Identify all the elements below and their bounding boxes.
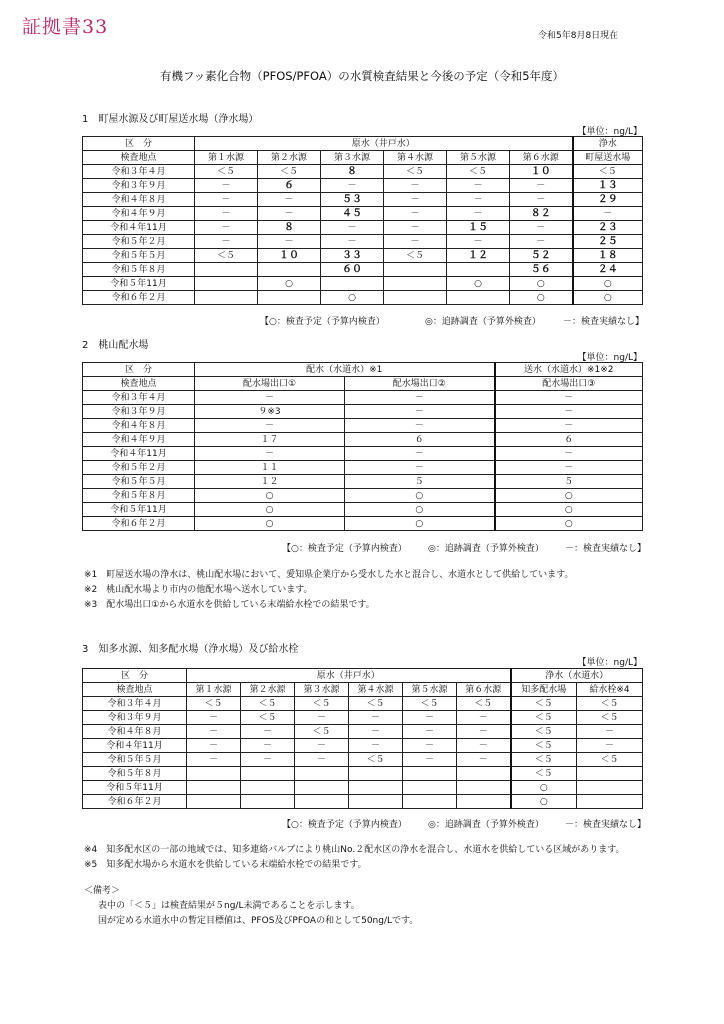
column-header: 給水栓※4 (577, 683, 643, 697)
table-row (83, 249, 643, 263)
footnote: ※3 配水場出口①から水道水を供給している末端給水栓での結果です。 (84, 600, 375, 610)
table-cell: ＜５ (447, 165, 510, 179)
table-row (83, 193, 643, 207)
table-cell: ６ (345, 433, 495, 447)
table-cell (457, 781, 511, 795)
table-cell (187, 781, 241, 795)
table-cell: － (195, 221, 258, 235)
section3-unit: 【単位：ng/L】 (577, 658, 642, 668)
section3-notes (84, 843, 625, 873)
table-cell: － (403, 739, 457, 753)
row-label: 令和４年９月 (83, 433, 195, 447)
table-cell: － (573, 207, 643, 221)
row-label: 令和５年２月 (83, 235, 195, 249)
table-cell: － (295, 753, 349, 767)
table-cell: － (510, 221, 573, 235)
table-cell: ＜５ (241, 697, 295, 711)
table-cell: － (495, 447, 643, 461)
table-cell: － (321, 221, 384, 235)
table-cell: １３ (573, 179, 643, 193)
column-header: 第４水源 (384, 151, 447, 165)
row-label: 令和４年８月 (83, 193, 195, 207)
table-cell (241, 795, 295, 809)
column-header: 配水場出口② (345, 377, 495, 391)
column-header: 第６水源 (510, 151, 573, 165)
table-cell: ５６ (510, 263, 573, 277)
table-cell: ○ (345, 517, 495, 531)
row-label: 令和５年８月 (83, 767, 187, 781)
column-header: 第１水源 (195, 151, 258, 165)
table-cell: － (510, 193, 573, 207)
table-row (83, 263, 643, 277)
table-row (83, 517, 643, 531)
row-label: 令和４年９月 (83, 207, 195, 221)
row-label: 令和３年９月 (83, 405, 195, 419)
row-label: 令和３年９月 (83, 179, 195, 193)
table-cell: － (195, 391, 345, 405)
table-row (83, 795, 643, 809)
legend-dash: －：検査実績なし】 (565, 544, 647, 554)
table-cell: － (258, 235, 321, 249)
table-row (83, 711, 643, 725)
table-row (83, 739, 643, 753)
table-cell: － (384, 179, 447, 193)
table-cell (187, 795, 241, 809)
table-row (83, 697, 643, 711)
column-header: 第２水源 (258, 151, 321, 165)
table-cell: － (195, 447, 345, 461)
table-cell: ○ (195, 503, 345, 517)
table-cell: １２ (195, 475, 345, 489)
table-cell: ＜５ (295, 725, 349, 739)
table-cell: － (295, 739, 349, 753)
table-cell: ＜５ (258, 165, 321, 179)
table-cell (457, 767, 511, 781)
table-cell: ＜５ (577, 711, 643, 725)
row-label: 令和４年８月 (83, 419, 195, 433)
table-cell: － (384, 235, 447, 249)
remarks-heading: ＜備考＞ (84, 886, 121, 896)
table-cell: ＜５ (349, 753, 403, 767)
table-cell: ＜５ (384, 165, 447, 179)
remarks (84, 884, 418, 929)
header-kubun: 区 分 (83, 669, 187, 683)
table-cell: ＜５ (511, 767, 577, 781)
table-cell: ９※3 (195, 405, 345, 419)
table-cell: ○ (510, 277, 573, 291)
table-cell: － (321, 179, 384, 193)
row-label: 令和４年８月 (83, 725, 187, 739)
table-cell: ２３ (573, 221, 643, 235)
table-cell (384, 263, 447, 277)
column-header: 第４水源 (349, 683, 403, 697)
table-row (83, 391, 643, 405)
table-cell: ○ (495, 517, 643, 531)
legend-double-circle: ◎：追跡調査（予算外検査） (428, 544, 544, 554)
table-cell: ＜５ (241, 711, 295, 725)
table-cell (403, 781, 457, 795)
table-cell (577, 781, 643, 795)
table-cell (258, 263, 321, 277)
section3-heading: 3 知多水源、知多配水場（浄水場）及び給水栓 (82, 644, 299, 655)
table-cell: － (495, 461, 643, 475)
table-cell (195, 291, 258, 305)
table-cell: － (577, 725, 643, 739)
table-cell: １２ (447, 249, 510, 263)
row-label: 令和５年11月 (83, 277, 195, 291)
table-cell: － (403, 725, 457, 739)
table-cell: ○ (573, 291, 643, 305)
table-cell: ＜５ (511, 725, 577, 739)
table-cell (349, 767, 403, 781)
table-cell: ８ (258, 221, 321, 235)
table-cell: １８ (573, 249, 643, 263)
section3-table (82, 668, 643, 809)
table-cell: ６ (495, 433, 643, 447)
row-label: 令和５年11月 (83, 503, 195, 517)
table-cell: － (384, 193, 447, 207)
table-cell: ○ (495, 489, 643, 503)
table-cell (447, 263, 510, 277)
table-cell: ＜５ (384, 249, 447, 263)
report-date: 令和5年8月8日現在 (538, 31, 619, 41)
table-cell: ５ (345, 475, 495, 489)
table-cell: － (384, 221, 447, 235)
table-cell: － (195, 179, 258, 193)
section2-table (82, 362, 643, 531)
section1-unit: 【単位：ng/L】 (577, 127, 642, 137)
row-label: 令和４年11月 (83, 221, 195, 235)
header-raw-water: 原水（井戸水） (195, 137, 573, 151)
table-cell: － (345, 405, 495, 419)
column-header: 知多配水場 (511, 683, 577, 697)
table-cell: － (457, 711, 511, 725)
table-cell: １５ (447, 221, 510, 235)
table-cell: ５３ (321, 193, 384, 207)
column-header: 配水場出口③ (495, 377, 643, 391)
table-row (83, 489, 643, 503)
table-cell: ○ (495, 503, 643, 517)
row-label: 令和６年２月 (83, 517, 195, 531)
table-cell: － (349, 725, 403, 739)
table-cell: － (321, 235, 384, 249)
table-cell: － (345, 447, 495, 461)
column-header: 第５水源 (403, 683, 457, 697)
table-row (83, 405, 643, 419)
legend-double-circle: ◎：追跡調査（予算外検査） (428, 820, 544, 830)
table-cell: ５ (495, 475, 643, 489)
table-cell (295, 767, 349, 781)
table-cell (577, 795, 643, 809)
column-header: 配水場出口① (195, 377, 345, 391)
table-row (83, 165, 643, 179)
row-label: 令和５年11月 (83, 781, 187, 795)
header-treated-water: 浄水（水道水） (511, 669, 643, 683)
table-cell: ５２ (510, 249, 573, 263)
table-cell: ＜５ (511, 753, 577, 767)
table-cell: ＜５ (403, 697, 457, 711)
table-cell: － (457, 753, 511, 767)
table-cell: － (241, 725, 295, 739)
table-cell: － (447, 207, 510, 221)
column-header: 町屋送水場 (573, 151, 643, 165)
table-cell: － (195, 235, 258, 249)
footnote: ※4 知多配水区の一部の地域では、知多連絡バルブにより桃山No.２配水区の浄水を混合し、水道水を供給している区域があります。 (84, 845, 625, 855)
table-cell: － (187, 711, 241, 725)
row-label: 令和５年２月 (83, 461, 195, 475)
table-row (83, 475, 643, 489)
table-cell (349, 781, 403, 795)
table-cell: － (345, 419, 495, 433)
table-cell: ＜５ (349, 697, 403, 711)
table-row (83, 221, 643, 235)
table-cell: ＜５ (457, 697, 511, 711)
table-cell: ○ (345, 489, 495, 503)
header-site: 検査地点 (83, 377, 195, 391)
table-cell (295, 781, 349, 795)
table-cell: ○ (510, 291, 573, 305)
row-label: 令和５年８月 (83, 489, 195, 503)
table-cell (295, 795, 349, 809)
table-cell: ２５ (573, 235, 643, 249)
table-cell: － (447, 193, 510, 207)
table-cell: － (510, 179, 573, 193)
table-row (83, 461, 643, 475)
header-kubun: 区 分 (83, 363, 195, 377)
row-label: 令和５年８月 (83, 263, 195, 277)
table-cell (384, 291, 447, 305)
table-row (83, 725, 643, 739)
table-cell: ○ (321, 291, 384, 305)
legend-dash: －：検査実績なし】 (565, 820, 647, 830)
table-row (83, 433, 643, 447)
table-cell: － (510, 235, 573, 249)
table-cell: ＜５ (195, 165, 258, 179)
header-treated-water: 浄水 (573, 137, 643, 151)
table-cell: ○ (345, 503, 495, 517)
row-label: 令和３年９月 (83, 711, 187, 725)
table-cell: － (345, 391, 495, 405)
header-site: 検査地点 (83, 683, 187, 697)
table-row (83, 207, 643, 221)
table-cell: － (457, 725, 511, 739)
header-site: 検査地点 (83, 151, 195, 165)
table-cell: ６ (258, 179, 321, 193)
row-label: 令和６年２月 (83, 291, 195, 305)
table-cell: ＜５ (195, 249, 258, 263)
table-cell: － (403, 753, 457, 767)
section2-notes (84, 568, 573, 613)
page-title: 有機フッ素化合物（PFOS/PFOA）の水質検査結果と今後の予定（令和5年度） (159, 69, 565, 83)
table-cell (457, 795, 511, 809)
section2-unit: 【単位：ng/L】 (577, 353, 642, 363)
table-cell: － (258, 193, 321, 207)
table-cell: １７ (195, 433, 345, 447)
column-header: 第３水源 (295, 683, 349, 697)
table-cell: １０ (258, 249, 321, 263)
row-label: 令和５年５月 (83, 475, 195, 489)
header-transmission-water: 送水（水道水）※1※2 (495, 363, 643, 377)
table-cell: － (187, 753, 241, 767)
table-cell: ２９ (573, 193, 643, 207)
column-header: 第３水源 (321, 151, 384, 165)
table-row (83, 447, 643, 461)
table-cell: １１ (195, 461, 345, 475)
column-header: 第１水源 (187, 683, 241, 697)
table-cell: ４５ (321, 207, 384, 221)
table-cell: － (447, 235, 510, 249)
table-row (83, 179, 643, 193)
footnote: ※2 桃山配水場より市内の他配水場へ送水しています。 (84, 585, 313, 595)
table-cell: ○ (511, 781, 577, 795)
table-row (83, 767, 643, 781)
table-cell: － (195, 207, 258, 221)
section2-heading: 2 桃山配水場 (82, 340, 149, 351)
table-cell: ＜５ (577, 753, 643, 767)
table-row (83, 291, 643, 305)
table-row (83, 781, 643, 795)
table-cell: － (195, 419, 345, 433)
table-cell (384, 277, 447, 291)
table-cell: － (258, 207, 321, 221)
table-cell: ２４ (573, 263, 643, 277)
table-row (83, 277, 643, 291)
table-cell: ＜５ (295, 697, 349, 711)
table-row (83, 753, 643, 767)
table-cell: － (495, 391, 643, 405)
table-cell: ３３ (321, 249, 384, 263)
table-cell: － (577, 739, 643, 753)
table-cell (195, 263, 258, 277)
table-cell (187, 767, 241, 781)
header-kubun: 区 分 (83, 137, 195, 151)
table-cell: － (349, 739, 403, 753)
table-cell (447, 291, 510, 305)
table-cell: ６０ (321, 263, 384, 277)
table-cell: ＜５ (511, 697, 577, 711)
table-cell: ○ (195, 489, 345, 503)
row-label: 令和５年５月 (83, 753, 187, 767)
table-cell: － (349, 711, 403, 725)
table-cell: ＜５ (511, 711, 577, 725)
table-cell: ＜５ (187, 697, 241, 711)
legend-circle: 【○：検査予定（予算内検査） (282, 820, 407, 830)
table-cell (577, 767, 643, 781)
table-cell: ○ (447, 277, 510, 291)
section1-heading: 1 町屋水源及び町屋送水場（浄水場） (82, 114, 259, 125)
row-label: 令和３年４月 (83, 165, 195, 179)
table-cell: ８ (321, 165, 384, 179)
table-cell: － (241, 739, 295, 753)
header-distribution-water: 配水（水道水）※1 (195, 363, 495, 377)
table-cell: － (403, 711, 457, 725)
table-cell (241, 781, 295, 795)
table-cell: － (495, 405, 643, 419)
table-cell (403, 767, 457, 781)
table-cell: － (495, 419, 643, 433)
table-cell: ○ (195, 517, 345, 531)
table-cell: － (447, 179, 510, 193)
table-cell: ○ (258, 277, 321, 291)
row-label: 令和３年４月 (83, 391, 195, 405)
table-cell (241, 767, 295, 781)
table-cell: － (384, 207, 447, 221)
table-row (83, 503, 643, 517)
table-cell: － (187, 739, 241, 753)
table-cell: ＜５ (577, 697, 643, 711)
remarks-line: 国が定める水道水中の暫定目標値は、PFOS及びPFOAの和として50ng/Lです。 (98, 916, 419, 926)
table-cell: － (457, 739, 511, 753)
row-label: 令和５年５月 (83, 249, 195, 263)
table-cell: － (295, 711, 349, 725)
table-cell: － (195, 193, 258, 207)
legend-circle: 【○：検査予定（予算内検査） (260, 317, 385, 327)
remarks-line: 表中の「＜５」は検査結果が５ng/L未満であることを示します。 (98, 901, 360, 911)
table-cell (321, 277, 384, 291)
row-label: 令和４年11月 (83, 739, 187, 753)
legend-double-circle: ◎：追跡調査（予算外検査） (425, 317, 541, 327)
table-cell: － (241, 753, 295, 767)
section1-table (82, 136, 643, 305)
table-cell (403, 795, 457, 809)
table-cell (349, 795, 403, 809)
table-cell: ８２ (510, 207, 573, 221)
handwritten-evidence-note: 証拠書33 (22, 16, 109, 38)
table-cell (258, 291, 321, 305)
table-cell: １０ (510, 165, 573, 179)
table-row (83, 419, 643, 433)
table-cell: ○ (573, 277, 643, 291)
footnote: ※1 町屋送水場の浄水は、桃山配水場において、愛知県企業庁から受水した水と混合し、水道水として供給しています。 (84, 570, 574, 580)
table-cell: － (187, 725, 241, 739)
header-raw-water: 原水（井戸水） (187, 669, 511, 683)
footnote: ※5 知多配水場から水道水を供給している末端給水栓での結果です。 (84, 860, 367, 870)
table-cell (195, 277, 258, 291)
table-cell: － (345, 461, 495, 475)
row-label: 令和３年４月 (83, 697, 187, 711)
row-label: 令和４年11月 (83, 447, 195, 461)
table-cell: ＜５ (511, 739, 577, 753)
column-header: 第５水源 (447, 151, 510, 165)
table-cell: ○ (511, 795, 577, 809)
table-row (83, 235, 643, 249)
legend-circle: 【○：検査予定（予算内検査） (282, 544, 407, 554)
column-header: 第６水源 (457, 683, 511, 697)
table-cell: ＜５ (573, 165, 643, 179)
row-label: 令和６年２月 (83, 795, 187, 809)
column-header: 第２水源 (241, 683, 295, 697)
legend-dash: －：検査実績なし】 (563, 317, 645, 327)
